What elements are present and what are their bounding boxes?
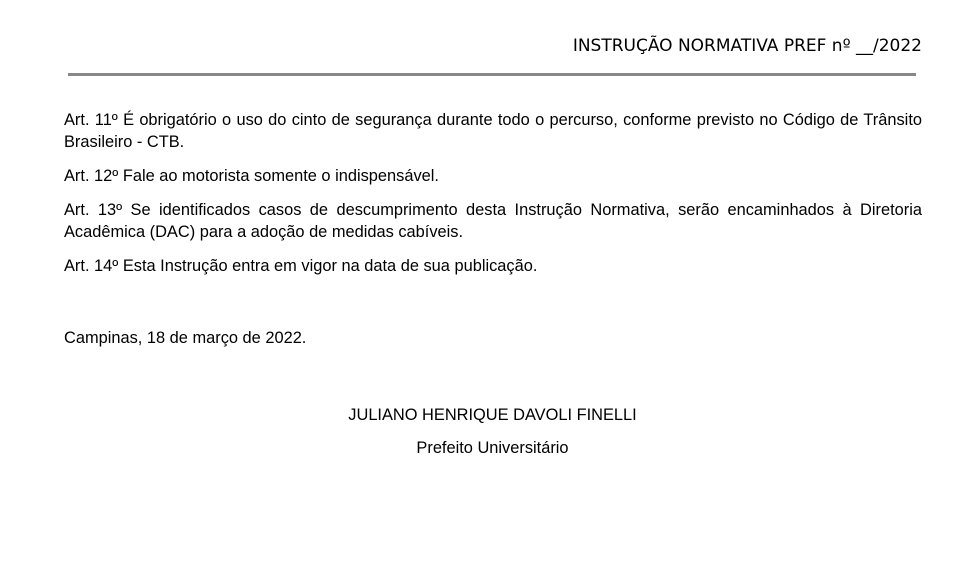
article-13: Art. 13º Se identificados casos de descumprimento desta Instrução Normativa, serão encaminhados à Diretoria Acadêmica (DAC) para a adoção de medidas cabíveis. — [64, 201, 922, 241]
document-body — [64, 109, 922, 289]
article-11: Art. 11º É obrigatório o uso do cinto de segurança durante todo o percurso, conforme previsto no Código de Trânsito Brasileiro - CTB. — [64, 111, 922, 151]
place-and-date: Campinas, 18 de março de 2022. — [64, 329, 307, 347]
article-14: Art. 14º Esta Instrução entra em vigor na data de sua publicação. — [64, 257, 538, 275]
signatory-role: Prefeito Universitário — [416, 439, 569, 457]
signatory-name: JULIANO HENRIQUE DAVOLI FINELLI — [348, 406, 637, 424]
article-12: Art. 12º Fale ao motorista somente o indispensável. — [64, 167, 439, 185]
signature-block — [0, 404, 980, 459]
document-title: INSTRUÇÃO NORMATIVA PREF nº __/2022 — [572, 36, 922, 56]
header-divider — [68, 73, 916, 76]
